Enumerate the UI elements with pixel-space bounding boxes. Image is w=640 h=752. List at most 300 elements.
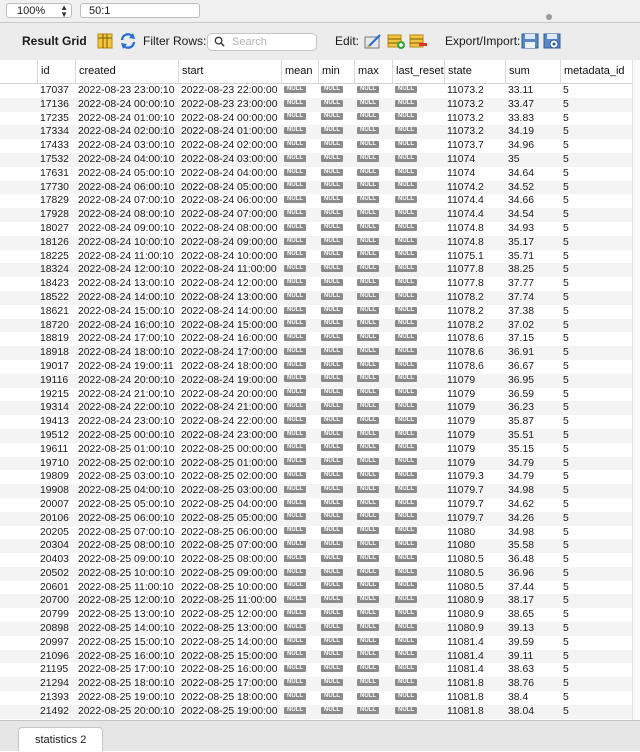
cell-min[interactable] <box>318 305 354 319</box>
cell-created[interactable]: 2022-08-25 01:00:10 <box>78 443 175 455</box>
tab-statistics-2[interactable]: statistics 2 <box>18 727 103 751</box>
cell-max[interactable] <box>354 167 392 181</box>
cell-min[interactable] <box>318 167 354 181</box>
cell-min[interactable] <box>318 401 354 415</box>
cell-sum[interactable]: 33.11 <box>508 85 534 96</box>
filter-search-input[interactable] <box>207 33 317 51</box>
table-row[interactable] <box>0 181 640 195</box>
cell-id[interactable]: 20502 <box>40 567 69 579</box>
cell-min[interactable] <box>318 346 354 360</box>
cell-sum[interactable]: 34.98 <box>508 526 535 538</box>
table-row[interactable] <box>0 250 640 264</box>
table-row[interactable] <box>0 236 640 250</box>
cell-min[interactable] <box>318 553 354 567</box>
cell-last-reset[interactable] <box>392 222 444 236</box>
cell-mean[interactable] <box>281 650 318 664</box>
result-grid[interactable] <box>0 60 640 720</box>
cell-mean[interactable] <box>281 498 318 512</box>
table-row[interactable] <box>0 401 640 415</box>
cell-id[interactable]: 20007 <box>40 498 69 510</box>
cell-min[interactable] <box>318 470 354 484</box>
cell-state[interactable]: 11081.8 <box>447 705 484 717</box>
cell-start[interactable]: 2022-08-24 05:00:00 <box>181 181 278 193</box>
cell-state[interactable]: 11081.4 <box>447 664 484 676</box>
cell-start[interactable]: 2022-08-24 16:00:00 <box>181 333 278 345</box>
cell-state[interactable]: 11073.2 <box>447 112 484 124</box>
cell-max[interactable] <box>354 277 392 291</box>
row-selector[interactable] <box>0 470 36 484</box>
row-selector[interactable] <box>0 167 36 181</box>
cell-min[interactable] <box>318 125 354 139</box>
table-row[interactable] <box>0 581 640 595</box>
cell-mean[interactable] <box>281 401 318 415</box>
cell-metadata-id[interactable]: 5 <box>563 167 569 179</box>
cell-sum[interactable]: 34.54 <box>508 209 535 221</box>
cell-sum[interactable]: 34.66 <box>508 195 535 207</box>
cell-mean[interactable] <box>281 112 318 126</box>
cell-metadata-id[interactable]: 5 <box>563 195 569 207</box>
cell-min[interactable] <box>318 319 354 333</box>
cell-created[interactable]: 2022-08-25 05:00:10 <box>78 498 175 510</box>
cell-max[interactable] <box>354 305 392 319</box>
cell-metadata-id[interactable]: 5 <box>563 692 569 704</box>
cell-created[interactable]: 2022-08-25 00:00:10 <box>78 429 175 441</box>
table-row[interactable] <box>0 677 640 691</box>
cell-last-reset[interactable] <box>392 636 444 650</box>
row-selector[interactable] <box>0 277 36 291</box>
column-header-mean[interactable]: mean <box>281 60 318 83</box>
cell-id[interactable]: 18126 <box>40 236 69 248</box>
refresh-icon[interactable] <box>118 31 138 51</box>
cell-start[interactable]: 2022-08-25 07:00:00 <box>181 540 278 552</box>
cell-min[interactable] <box>318 263 354 277</box>
cell-start[interactable]: 2022-08-25 19:00:00 <box>181 705 278 717</box>
cell-metadata-id[interactable]: 5 <box>563 126 569 138</box>
cell-metadata-id[interactable]: 5 <box>563 374 569 386</box>
cell-created[interactable]: 2022-08-24 17:00:10 <box>78 333 175 345</box>
cell-last-reset[interactable] <box>392 457 444 471</box>
cell-id[interactable]: 19809 <box>40 471 69 483</box>
cell-start[interactable]: 2022-08-24 19:00:00 <box>181 374 278 386</box>
row-selector[interactable] <box>0 622 36 636</box>
cell-created[interactable]: 2022-08-25 08:00:10 <box>78 540 175 552</box>
cell-state[interactable]: 11074.4 <box>447 209 484 221</box>
row-selector[interactable] <box>0 181 36 195</box>
cell-metadata-id[interactable]: 5 <box>563 333 569 345</box>
cell-last-reset[interactable] <box>392 443 444 457</box>
cell-created[interactable]: 2022-08-24 03:00:10 <box>78 140 175 152</box>
table-row[interactable] <box>0 636 640 650</box>
table-row[interactable] <box>0 484 640 498</box>
cell-min[interactable] <box>318 181 354 195</box>
cell-created[interactable]: 2022-08-24 13:00:10 <box>78 278 175 290</box>
cell-sum[interactable]: 35.51 <box>508 429 535 441</box>
cell-sum[interactable]: 36.48 <box>508 554 535 566</box>
cell-sum[interactable]: 37.15 <box>508 333 535 345</box>
cell-id[interactable]: 17433 <box>40 140 69 152</box>
cell-mean[interactable] <box>281 167 318 181</box>
cell-id[interactable]: 20403 <box>40 554 69 566</box>
table-row[interactable] <box>0 470 640 484</box>
cell-mean[interactable] <box>281 125 318 139</box>
cell-metadata-id[interactable]: 5 <box>563 540 569 552</box>
cell-metadata-id[interactable]: 5 <box>563 264 569 276</box>
cell-sum[interactable]: 38.25 <box>508 264 535 276</box>
cell-sum[interactable]: 38.17 <box>508 595 535 607</box>
cell-id[interactable]: 20304 <box>40 540 69 552</box>
cell-last-reset[interactable] <box>392 691 444 705</box>
cell-last-reset[interactable] <box>392 677 444 691</box>
cell-created[interactable]: 2022-08-24 04:00:10 <box>78 153 175 165</box>
cell-id[interactable]: 19314 <box>40 402 69 414</box>
cell-max[interactable] <box>354 691 392 705</box>
cell-created[interactable]: 2022-08-25 19:00:10 <box>78 692 175 704</box>
row-selector[interactable] <box>0 512 36 526</box>
cell-last-reset[interactable] <box>392 663 444 677</box>
cell-last-reset[interactable] <box>392 332 444 346</box>
table-row[interactable] <box>0 112 640 126</box>
cell-min[interactable] <box>318 360 354 374</box>
cell-created[interactable]: 2022-08-24 22:00:10 <box>78 402 175 414</box>
row-selector[interactable] <box>0 112 36 126</box>
cell-last-reset[interactable] <box>392 539 444 553</box>
cell-mean[interactable] <box>281 277 318 291</box>
cell-last-reset[interactable] <box>392 429 444 443</box>
column-header-state[interactable]: state <box>444 60 505 83</box>
cell-mean[interactable] <box>281 705 318 719</box>
cell-id[interactable]: 19512 <box>40 429 69 441</box>
cell-sum[interactable]: 34.98 <box>508 485 535 497</box>
cell-last-reset[interactable] <box>392 194 444 208</box>
row-selector[interactable] <box>0 332 36 346</box>
cell-max[interactable] <box>354 457 392 471</box>
cell-min[interactable] <box>318 498 354 512</box>
cell-state[interactable]: 11073.7 <box>447 140 484 152</box>
cell-state[interactable]: 11079.7 <box>447 498 484 510</box>
cell-mean[interactable] <box>281 526 318 540</box>
cell-max[interactable] <box>354 705 392 719</box>
cell-max[interactable] <box>354 526 392 540</box>
table-row[interactable] <box>0 167 640 181</box>
cell-state[interactable]: 11080 <box>447 540 476 552</box>
table-row[interactable] <box>0 429 640 443</box>
cell-id[interactable]: 19215 <box>40 388 69 400</box>
table-row[interactable] <box>0 705 640 719</box>
cell-start[interactable]: 2022-08-24 08:00:00 <box>181 222 278 234</box>
cell-created[interactable]: 2022-08-24 23:00:10 <box>78 416 175 428</box>
cell-min[interactable] <box>318 567 354 581</box>
table-row[interactable] <box>0 567 640 581</box>
cell-id[interactable]: 18819 <box>40 333 69 345</box>
cell-created[interactable]: 2022-08-25 17:00:10 <box>78 664 175 676</box>
cell-min[interactable] <box>318 139 354 153</box>
cell-last-reset[interactable] <box>392 139 444 153</box>
cell-mean[interactable] <box>281 181 318 195</box>
cell-created[interactable]: 2022-08-24 02:00:10 <box>78 126 175 138</box>
cell-min[interactable] <box>318 526 354 540</box>
cell-min[interactable] <box>318 153 354 167</box>
table-row[interactable] <box>0 291 640 305</box>
cell-max[interactable] <box>354 553 392 567</box>
cell-state[interactable]: 11077.8 <box>447 264 484 276</box>
cell-mean[interactable] <box>281 567 318 581</box>
cell-min[interactable] <box>318 443 354 457</box>
cell-id[interactable]: 18027 <box>40 222 69 234</box>
table-row[interactable] <box>0 443 640 457</box>
cell-mean[interactable] <box>281 594 318 608</box>
cell-id[interactable]: 18918 <box>40 347 69 359</box>
cell-min[interactable] <box>318 429 354 443</box>
cell-state[interactable]: 11073.2 <box>447 98 484 110</box>
cell-state[interactable]: 11073.2 <box>447 85 484 96</box>
cell-state[interactable]: 11074 <box>447 167 476 179</box>
cell-start[interactable]: 2022-08-25 11:00:00 <box>181 595 277 607</box>
cell-max[interactable] <box>354 650 392 664</box>
cell-created[interactable]: 2022-08-24 01:00:10 <box>78 112 175 124</box>
cell-start[interactable]: 2022-08-24 18:00:00 <box>181 360 278 372</box>
cell-sum[interactable]: 38.63 <box>508 664 535 676</box>
cell-metadata-id[interactable]: 5 <box>563 595 569 607</box>
cell-max[interactable] <box>354 208 392 222</box>
cell-last-reset[interactable] <box>392 153 444 167</box>
cell-mean[interactable] <box>281 374 318 388</box>
cell-created[interactable]: 2022-08-24 07:00:10 <box>78 195 175 207</box>
row-selector[interactable] <box>0 194 36 208</box>
column-header-max[interactable]: max <box>354 60 392 83</box>
cell-max[interactable] <box>354 222 392 236</box>
cell-sum[interactable]: 34.79 <box>508 457 535 469</box>
cell-state[interactable]: 11081.8 <box>447 692 484 704</box>
table-row[interactable] <box>0 263 640 277</box>
cell-created[interactable]: 2022-08-24 06:00:10 <box>78 181 175 193</box>
cell-id[interactable]: 20601 <box>40 581 69 593</box>
row-selector[interactable] <box>0 663 36 677</box>
row-selector[interactable] <box>0 539 36 553</box>
cell-id[interactable]: 18423 <box>40 278 69 290</box>
cell-last-reset[interactable] <box>392 84 444 98</box>
table-row[interactable] <box>0 153 640 167</box>
cell-metadata-id[interactable]: 5 <box>563 112 569 124</box>
cell-sum[interactable]: 35.15 <box>508 443 535 455</box>
row-selector[interactable] <box>0 677 36 691</box>
cell-metadata-id[interactable]: 5 <box>563 250 569 262</box>
cell-created[interactable]: 2022-08-24 09:00:10 <box>78 222 175 234</box>
row-selector[interactable] <box>0 608 36 622</box>
cell-max[interactable] <box>354 567 392 581</box>
cell-last-reset[interactable] <box>392 374 444 388</box>
row-selector[interactable] <box>0 594 36 608</box>
cell-mean[interactable] <box>281 677 318 691</box>
cell-max[interactable] <box>354 319 392 333</box>
cell-start[interactable]: 2022-08-24 02:00:00 <box>181 140 278 152</box>
cell-created[interactable]: 2022-08-23 23:00:10 <box>78 85 175 96</box>
table-row[interactable] <box>0 277 640 291</box>
table-row[interactable] <box>0 208 640 222</box>
cell-state[interactable]: 11079 <box>447 402 476 414</box>
cell-state[interactable]: 11074 <box>447 153 476 165</box>
cell-created[interactable]: 2022-08-25 11:00:10 <box>78 581 174 593</box>
column-header-metadata-id[interactable]: metadata_id <box>560 60 632 83</box>
cell-metadata-id[interactable]: 5 <box>563 388 569 400</box>
cell-start[interactable]: 2022-08-25 05:00:00 <box>181 512 278 524</box>
cell-state[interactable]: 11080.5 <box>447 567 484 579</box>
cell-min[interactable] <box>318 650 354 664</box>
cell-metadata-id[interactable]: 5 <box>563 85 569 96</box>
cell-last-reset[interactable] <box>392 388 444 402</box>
cell-last-reset[interactable] <box>392 567 444 581</box>
cell-metadata-id[interactable]: 5 <box>563 512 569 524</box>
cell-start[interactable]: 2022-08-25 03:00:00 <box>181 485 278 497</box>
cell-state[interactable]: 11078.6 <box>447 360 484 372</box>
cell-created[interactable]: 2022-08-25 04:00:10 <box>78 485 175 497</box>
cell-sum[interactable]: 36.59 <box>508 388 535 400</box>
cell-created[interactable]: 2022-08-25 13:00:10 <box>78 609 175 621</box>
row-selector[interactable] <box>0 263 36 277</box>
cell-sum[interactable]: 33.47 <box>508 98 535 110</box>
cell-sum[interactable]: 37.44 <box>508 581 535 593</box>
row-selector[interactable] <box>0 84 36 98</box>
cell-min[interactable] <box>318 98 354 112</box>
cell-sum[interactable]: 35.58 <box>508 540 535 552</box>
table-row[interactable] <box>0 457 640 471</box>
cell-id[interactable]: 18225 <box>40 250 69 262</box>
zoom-select[interactable] <box>6 3 72 18</box>
cell-created[interactable]: 2022-08-25 15:00:10 <box>78 636 175 648</box>
cell-max[interactable] <box>354 470 392 484</box>
cell-created[interactable]: 2022-08-24 21:00:10 <box>78 388 175 400</box>
cell-sum[interactable]: 36.95 <box>508 374 535 386</box>
cell-created[interactable]: 2022-08-24 12:00:10 <box>78 264 175 276</box>
cell-max[interactable] <box>354 581 392 595</box>
cell-created[interactable]: 2022-08-25 18:00:10 <box>78 678 175 690</box>
cell-sum[interactable]: 35 <box>508 153 520 165</box>
row-selector[interactable] <box>0 429 36 443</box>
cell-max[interactable] <box>354 429 392 443</box>
cell-max[interactable] <box>354 622 392 636</box>
cell-start[interactable]: 2022-08-23 23:00:00 <box>181 98 278 110</box>
cell-last-reset[interactable] <box>392 484 444 498</box>
cell-state[interactable]: 11081.8 <box>447 678 484 690</box>
cell-mean[interactable] <box>281 429 318 443</box>
cell-id[interactable]: 21492 <box>40 705 69 717</box>
cell-created[interactable]: 2022-08-24 16:00:10 <box>78 319 175 331</box>
cell-start[interactable]: 2022-08-25 10:00:00 <box>181 581 278 593</box>
cell-metadata-id[interactable]: 5 <box>563 291 569 303</box>
cell-start[interactable]: 2022-08-24 13:00:00 <box>181 291 278 303</box>
cell-max[interactable] <box>354 125 392 139</box>
cell-last-reset[interactable] <box>392 98 444 112</box>
cell-min[interactable] <box>318 457 354 471</box>
cell-state[interactable]: 11079 <box>447 374 476 386</box>
cell-last-reset[interactable] <box>392 208 444 222</box>
row-selector[interactable] <box>0 374 36 388</box>
cell-max[interactable] <box>354 594 392 608</box>
cell-min[interactable] <box>318 677 354 691</box>
column-header-start[interactable]: start <box>178 60 281 83</box>
cell-max[interactable] <box>354 636 392 650</box>
table-row[interactable] <box>0 650 640 664</box>
cell-sum[interactable]: 33.83 <box>508 112 535 124</box>
row-selector[interactable] <box>0 236 36 250</box>
row-selector[interactable] <box>0 153 36 167</box>
cell-last-reset[interactable] <box>392 705 444 719</box>
cell-metadata-id[interactable]: 5 <box>563 98 569 110</box>
cell-mean[interactable] <box>281 139 318 153</box>
cell-max[interactable] <box>354 388 392 402</box>
cell-id[interactable]: 17730 <box>40 181 69 193</box>
cell-id[interactable]: 17235 <box>40 112 69 124</box>
cell-min[interactable] <box>318 84 354 98</box>
cell-start[interactable]: 2022-08-24 23:00:00 <box>181 429 278 441</box>
cell-mean[interactable] <box>281 484 318 498</box>
table-row[interactable] <box>0 498 640 512</box>
cell-sum[interactable]: 34.96 <box>508 140 535 152</box>
cell-mean[interactable] <box>281 608 318 622</box>
add-row-icon[interactable] <box>386 31 406 51</box>
cell-state[interactable]: 11078.6 <box>447 347 484 359</box>
cell-metadata-id[interactable]: 5 <box>563 278 569 290</box>
cell-id[interactable]: 18522 <box>40 291 69 303</box>
cell-max[interactable] <box>354 250 392 264</box>
cell-state[interactable]: 11080.9 <box>447 595 484 607</box>
cell-min[interactable] <box>318 512 354 526</box>
cell-start[interactable]: 2022-08-24 07:00:00 <box>181 209 278 221</box>
cell-min[interactable] <box>318 484 354 498</box>
cell-metadata-id[interactable]: 5 <box>563 554 569 566</box>
cell-start[interactable]: 2022-08-24 14:00:00 <box>181 305 278 317</box>
cell-min[interactable] <box>318 608 354 622</box>
cell-max[interactable] <box>354 84 392 98</box>
cell-min[interactable] <box>318 222 354 236</box>
cell-id[interactable]: 19017 <box>40 360 69 372</box>
cell-start[interactable]: 2022-08-25 16:00:00 <box>181 664 278 676</box>
cell-created[interactable]: 2022-08-25 20:00:10 <box>78 705 175 717</box>
cell-max[interactable] <box>354 332 392 346</box>
cell-metadata-id[interactable]: 5 <box>563 181 569 193</box>
table-row[interactable] <box>0 608 640 622</box>
cell-min[interactable] <box>318 332 354 346</box>
cell-created[interactable]: 2022-08-24 10:00:10 <box>78 236 175 248</box>
row-selector[interactable] <box>0 291 36 305</box>
cell-id[interactable]: 19413 <box>40 416 69 428</box>
cell-created[interactable]: 2022-08-24 00:00:10 <box>78 98 175 110</box>
cell-mean[interactable] <box>281 84 318 98</box>
cell-min[interactable] <box>318 291 354 305</box>
cell-max[interactable] <box>354 663 392 677</box>
cell-sum[interactable]: 34.62 <box>508 498 535 510</box>
cell-start[interactable]: 2022-08-24 11:00:00 <box>181 264 277 276</box>
cell-state[interactable]: 11079.3 <box>447 471 484 483</box>
grid-layout-icon[interactable] <box>95 31 115 51</box>
cell-metadata-id[interactable]: 5 <box>563 236 569 248</box>
row-selector[interactable] <box>0 98 36 112</box>
table-row[interactable] <box>0 305 640 319</box>
row-selector[interactable] <box>0 443 36 457</box>
cell-metadata-id[interactable]: 5 <box>563 636 569 648</box>
cell-id[interactable]: 17928 <box>40 209 69 221</box>
table-row[interactable] <box>0 539 640 553</box>
cell-id[interactable]: 20898 <box>40 623 69 635</box>
table-row[interactable] <box>0 194 640 208</box>
cell-metadata-id[interactable]: 5 <box>563 209 569 221</box>
cell-last-reset[interactable] <box>392 236 444 250</box>
cell-mean[interactable] <box>281 512 318 526</box>
cell-sum[interactable]: 34.26 <box>508 512 535 524</box>
cell-id[interactable]: 20700 <box>40 595 69 607</box>
cell-mean[interactable] <box>281 194 318 208</box>
cell-min[interactable] <box>318 581 354 595</box>
cell-sum[interactable]: 36.67 <box>508 360 535 372</box>
